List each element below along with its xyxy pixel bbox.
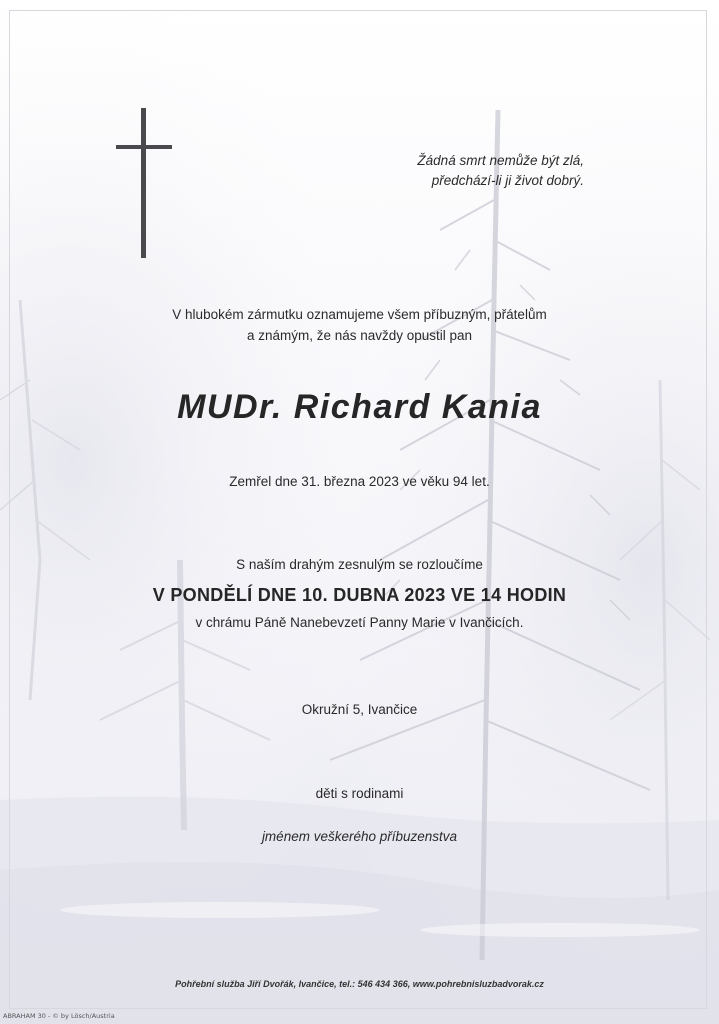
- farewell-intro: S naším drahým zesnulým se rozloučíme: [236, 557, 483, 572]
- announcement-line-2: a známým, že nás navždy opustil pan: [246, 328, 473, 343]
- address: Okružní 5, Ivančice: [301, 702, 418, 717]
- deceased-name: MUDr. Richard Kania: [177, 388, 542, 426]
- cross-horizontal-bar: [116, 145, 172, 149]
- funeral-place: v chrámu Páně Nanebevzetí Panny Marie v Ivančicích.: [195, 615, 524, 630]
- template-stamp: ABRAHAM 30 - © by Lösch/Austria: [3, 1012, 115, 1020]
- mourners: děti s rodinami: [315, 786, 404, 801]
- announcement-text: [0, 304, 719, 346]
- announcement-line-1: V hlubokém zármutku oznamujeme všem příbuzným, přátelům: [172, 307, 547, 322]
- relatives: jménem veškerého příbuzenstva: [261, 829, 458, 844]
- quote-line-2: předchází-li ji život dobrý.: [431, 173, 584, 188]
- funeral-date: V PONDĚLÍ DNE 10. DUBNA 2023 VE 14 HODIN: [152, 585, 567, 605]
- cross-vertical-bar: [141, 108, 146, 258]
- funeral-service-footer: Pohřební služba Jiří Dvořák, Ivančice, tel.: 546 434 366, www.pohrebnisluzbadvorak.cz: [175, 979, 544, 989]
- epitaph-quote: [400, 151, 584, 191]
- death-info: Zemřel dne 31. března 2023 ve věku 94 let.: [229, 474, 490, 489]
- page-border: [9, 10, 707, 1009]
- quote-line-1: Žádná smrt nemůže být zlá,: [417, 153, 584, 168]
- cross-icon: [116, 108, 172, 258]
